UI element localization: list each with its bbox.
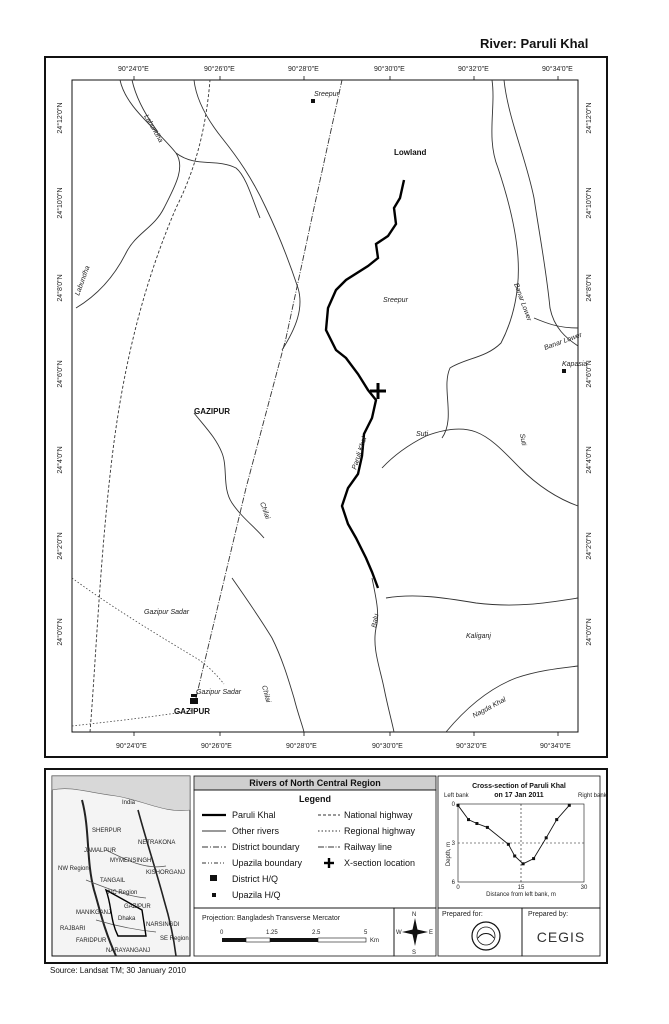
place-label: GAZIPUR [194,407,230,416]
left-lat-labels [56,102,64,645]
inset-label: NARSINGDI [146,922,180,928]
svg-text:2.5: 2.5 [312,930,321,936]
lon-label: 90°28'0"E [288,66,319,73]
inset-label: India [122,800,136,806]
x-tick-label: 15 [517,885,525,891]
national-highway [90,80,210,732]
chart-title: Cross-section of Paruli Khal [472,783,566,790]
lat-label: 24°6'0"N [57,360,64,388]
other-rivers [76,80,578,732]
profile-point [568,804,571,807]
place-label: Kapasia [562,361,588,368]
lon-label: 90°30'0"E [372,743,403,750]
inset-label: NC Region [108,890,138,896]
inset-label: JAMALPUR [84,848,117,854]
lat-label: 24°12'0"N [57,102,64,134]
right-lat-labels [585,102,593,645]
svg-text:5: 5 [364,930,368,936]
legend-item: Upazila H/Q [232,890,281,900]
legend-item: Railway line [344,842,393,852]
lat-label: 24°4'0"N [57,446,64,474]
profile-point [467,818,470,821]
source-note: Source: Landsat TM; 30 January 2010 [50,966,186,975]
place-label: Banar Lower [512,282,533,322]
chart-plot-area [458,804,584,882]
regional-highway [72,578,224,726]
profile-point [555,818,558,821]
place-label: Kaliganj [466,633,491,640]
map-title: River: Paruli Khal [480,36,589,51]
lat-label: 24°2'0"N [586,532,593,560]
x-tick-label: 0 [456,885,460,891]
profile-point [475,822,478,825]
legend-title: Legend [298,794,332,804]
profile-point [457,804,460,807]
chart-right-bank: Right bank [578,793,606,799]
svg-text:N: N [412,912,417,918]
lat-label: 24°6'0"N [586,360,593,388]
cross-section-plot [452,802,588,891]
place-label: GAZIPUR [174,707,210,716]
bottom-lon-labels [116,742,571,750]
svg-text:S: S [412,950,417,956]
legend-item: Regional highway [344,826,416,836]
legend-item: District H/Q [232,874,278,884]
lon-label: 90°34'0"E [542,66,573,73]
inset-label: SE Region [160,936,189,942]
lon-label: 90°32'0"E [458,66,489,73]
inset-label: MANIKGANJ [76,910,112,916]
place-label: Suti [518,433,528,447]
top-lon-labels [118,65,573,73]
y-tick-label: 0 [451,802,455,808]
place-label: Gazipur Sadar [144,609,190,616]
prepared-for-label: Prepared for: [442,911,483,918]
y-tick-label: 3 [451,841,455,847]
upazila-hq-marker [562,369,566,373]
place-label: Nagda Khal [471,696,508,720]
place-label: Sreepur [314,91,339,98]
scale-bar [220,930,379,944]
place-label: Labundha [142,113,164,144]
credits [438,908,600,956]
prepared-by-label: Prepared by: [528,911,569,918]
place-label: Lowland [394,148,427,157]
legend-item: National highway [344,810,413,820]
lat-label: 24°4'0"N [586,446,593,474]
x-tick-label: 30 [580,885,588,891]
lon-label: 90°28'0"E [286,743,317,750]
inset-label: FARIDPUR [76,938,107,944]
lat-label: 24°10'0"N [586,187,593,219]
lat-label: 24°10'0"N [57,187,64,219]
inset-label: MYMENSINGH [110,858,152,864]
profile-point [513,855,516,858]
legend-item: X-section location [344,858,416,868]
place-label: Balu [371,613,381,629]
profile-point [486,826,489,829]
svg-text:W: W [396,930,402,936]
inset-map [52,776,190,956]
lat-label: 24°0'0"N [586,618,593,646]
place-label: Chilai [258,501,271,521]
lat-label: 24°2'0"N [57,532,64,560]
lon-label: 90°24'0"E [116,743,147,750]
legend-item: Upazila boundary [232,858,303,868]
map-canvas [46,58,606,756]
legend-items-right [318,810,416,868]
projection-text: Projection: Bangladesh Transverse Mercator [202,915,341,922]
inset-label: GAZIPUR [124,904,151,910]
profile-point [522,862,525,865]
place-label: Chilai [260,684,272,704]
legend-item: District boundary [232,842,300,852]
legend-canvas [46,770,606,962]
profile-point [507,843,510,846]
svg-text:0: 0 [220,930,224,936]
place-label: Banar Lower [543,331,583,352]
place-label: Gazipur Sadar [196,689,242,696]
lon-label: 90°32'0"E [456,743,487,750]
legend-item: Paruli Khal [232,810,276,820]
lon-label: 90°26'0"E [204,66,235,73]
chart-xlabel: Distance from left bank, m [486,892,556,898]
svg-text:Km: Km [370,938,379,944]
lon-label: 90°30'0"E [374,66,405,73]
inset-label: TANGAIL [100,878,126,884]
place-label: Paruli Khal [351,436,369,471]
chart-ylabel: Depth, m [446,841,452,867]
lat-label: 24°0'0"N [57,618,64,646]
y-tick-label: 6 [451,880,455,886]
legend-panel [44,768,608,964]
legend-header: Rivers of North Central Region [249,778,381,788]
cegis-logo: CEGIS [536,929,586,945]
inset-label: NETRAKONA [138,840,176,846]
place-label: Sreepur [383,297,408,304]
inset-label: RAJBARI [60,926,86,932]
upazila-hq-marker [311,99,315,103]
lat-label: 24°12'0"N [586,102,593,134]
inset-label: SHERPUR [92,828,122,834]
client-logo [472,922,500,950]
lon-label: 90°24'0"E [118,66,149,73]
paruli-khal-river [326,180,404,588]
railway-line [196,80,342,698]
map-neatline [72,80,578,732]
lat-label: 24°8'0"N [586,274,593,302]
top-lon-ticks [134,76,558,80]
bottom-lon-ticks [134,732,558,736]
place-label: Labundha [74,265,92,297]
main-map [44,56,608,758]
lat-label: 24°8'0"N [57,274,64,302]
profile-point [532,857,535,860]
inset-label: NW Region [58,866,89,872]
cross-section-chart [438,776,606,908]
svg-text:1.25: 1.25 [266,930,278,936]
lon-label: 90°34'0"E [540,743,571,750]
legend-item: Other rivers [232,826,280,836]
chart-left-bank: Left bank [444,793,469,799]
inset-label: KISHORGANJ [146,870,186,876]
svg-text:E: E [429,930,434,936]
compass-rose [394,908,436,956]
lon-label: 90°26'0"E [201,743,232,750]
inset-label: Dhaka [118,916,136,922]
place-label: Suti [416,431,429,438]
legend-items-left [202,810,303,900]
profile-point [545,836,548,839]
chart-title: on 17 Jan 2011 [494,792,544,799]
inset-label: NARAYANGANJ [106,948,151,954]
